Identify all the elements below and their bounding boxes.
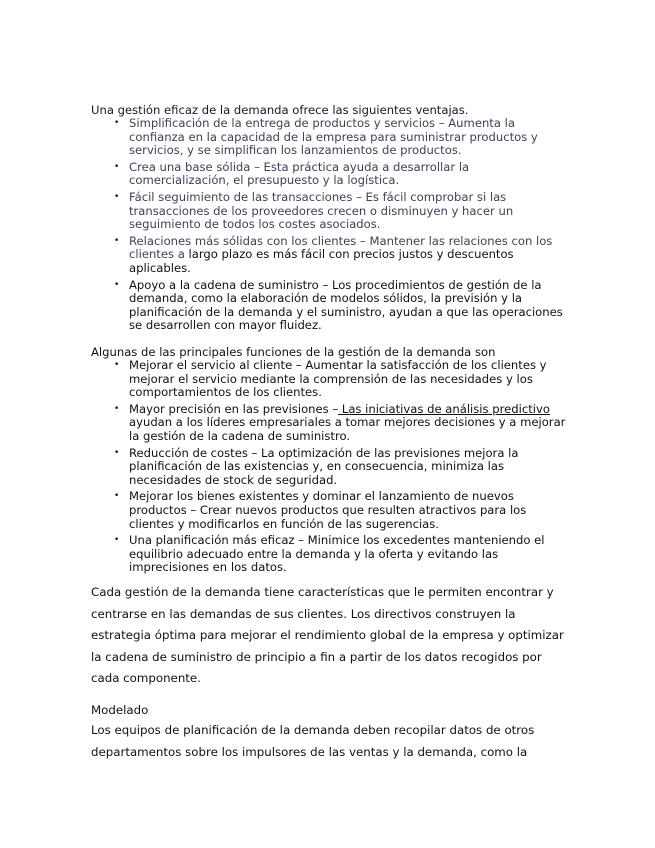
list-item-text: Reducción de costes – La optimización de las previsiones mejora la planificación de las existencias y, en consecuencia, minimiza las necesidades de stock de seguridad. — [129, 445, 519, 487]
list-item-text: Mejorar el servicio al cliente – Aumentar la satisfacción de los clientes y mejorar el servicio mediante la comprensión de las necesidades y los comportamientos de los clientes. — [129, 358, 547, 400]
section2-intro: Algunas de las principales funciones de la gestión de la demanda son — [91, 345, 496, 359]
list-item — [91, 534, 571, 575]
bullet-icon: • — [114, 360, 120, 370]
list-item-text: Fácil seguimiento de las transacciones – Es fácil comprobar si las transacciones de los proveedores crecen o disminuyen y hacer un seguimiento de todos los costes asociados. — [129, 189, 514, 232]
list-item — [91, 403, 571, 444]
bullet-icon: • — [114, 447, 120, 458]
list-item-text: Apoyo a la cadena de suministro – Los procedimientos de gestión de la demanda, como la elaboración de modelos sólidos, la previsión y la planificación de la demanda y el suministro, ayudan a que las operaciones se desarrollen con mayor fluidez. — [129, 277, 563, 333]
bullet-icon: • — [114, 161, 120, 172]
bullet-icon: • — [114, 535, 120, 546]
list-item — [91, 279, 571, 333]
list-item-text: Crea una base sólida – Esta práctica ayuda a desarrollar la comercialización, el presupuesto y la logística. — [129, 159, 470, 188]
body-paragraph: Los equipos de planificación de la demanda deben recopilar datos de otros departamentos sobre los impulsores de las ventas y la demanda, como la — [91, 723, 535, 759]
list-item-text: Mejorar los bienes existentes y dominar el lanzamiento de nuevos productos – Crear nuevos productos que resulten atractivos para los clientes y modificarlos en función de las sugerencias. — [129, 489, 527, 531]
section-heading-modelado: Modelado — [91, 703, 149, 717]
list-item — [91, 359, 571, 400]
list-item — [91, 235, 571, 276]
list-item-text-a: Mayor precisión en las previsiones – — [129, 401, 339, 416]
advantages-list — [91, 117, 571, 336]
body-paragraph: Cada gestión de la demanda tiene características que le permiten encontrar y centrarse en las demandas de sus clientes. Los directivos construyen la estrategia óptima para mejorar el rendimiento global de la empresa y optimizar la cadena de suministro de principio a fin a partir de los datos recogidos por cada componente. — [91, 585, 564, 686]
section1-intro: Una gestión eficaz de la demanda ofrece las siguientes ventajas. — [91, 103, 469, 117]
bullet-icon: • — [114, 279, 120, 290]
bullet-icon: • — [114, 403, 120, 414]
bullet-icon: • — [114, 235, 120, 246]
list-item — [91, 191, 571, 232]
list-item-text-b: ayudan a los líderes empresariales a tomar mejores decisiones y a mejorar la gestión de la cadena de suministro. — [129, 415, 566, 443]
list-item-text: Una planificación más eficaz – Minimice los excedentes manteniendo el equilibrio adecuado entre la demanda y la oferta y evitando las imprecisiones en los datos. — [129, 533, 545, 575]
predictive-analytics-link[interactable]: Las iniciativas de análisis predictivo — [338, 401, 550, 416]
list-item — [91, 490, 571, 531]
list-item — [91, 447, 571, 488]
functions-list — [91, 359, 571, 578]
bullet-icon: • — [114, 491, 120, 502]
list-item — [91, 117, 571, 158]
list-item-text: Simplificación de la entrega de productos y servicios – Aumenta la confianza en la capacidad de la empresa para suministrar productos y servicios, y se simplifican los lanzamientos de productos. — [129, 116, 538, 158]
list-item-text-b: largo plazo es más fácil con precios justos y descuentos aplicables. — [129, 247, 514, 275]
list-item — [91, 161, 571, 188]
bullet-icon: • — [114, 191, 120, 202]
list-item-text-a: Relaciones más sólidas con los clientes – Mantener las relaciones con los clientes a — [129, 233, 553, 262]
bullet-icon: • — [114, 118, 120, 128]
